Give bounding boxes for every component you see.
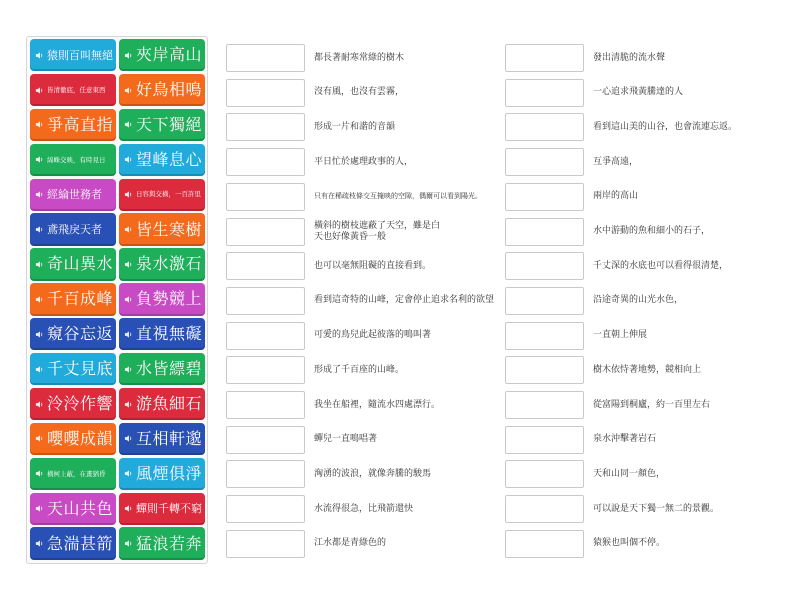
tile-label: 水皆縹碧 — [136, 359, 203, 379]
speaker-icon[interactable] — [123, 364, 134, 375]
tile-label: 猿則百叫無絕 — [47, 48, 113, 62]
answer-tile[interactable] — [30, 423, 116, 455]
answer-tile[interactable] — [119, 109, 205, 141]
clue-text: 江水都是青綠色的 — [314, 538, 387, 549]
answer-drop-slot[interactable] — [505, 495, 584, 523]
tile-label: 皆清徹底，任意東西 — [47, 85, 106, 94]
speaker-icon[interactable] — [34, 85, 45, 96]
tile-label: 游魚細石 — [136, 394, 203, 414]
answer-tile[interactable] — [119, 248, 205, 280]
answer-drop-slot[interactable] — [505, 287, 584, 315]
tile-label: 泠泠作響 — [47, 394, 114, 414]
tile-label: 皆生寒樹 — [136, 219, 203, 239]
answer-tile[interactable] — [119, 527, 205, 559]
answer-tile[interactable] — [30, 213, 116, 245]
answer-drop-slot[interactable] — [226, 426, 305, 454]
answer-tile[interactable] — [119, 493, 205, 525]
clue-text: 一直朝上伸展 — [593, 330, 648, 341]
clue-text: 蟬兒一直鳴唱著 — [314, 434, 378, 445]
answer-tile[interactable] — [119, 423, 205, 455]
answer-tile[interactable] — [30, 179, 116, 211]
speaker-icon[interactable] — [34, 468, 45, 479]
speaker-icon[interactable] — [123, 119, 134, 130]
tile-label: 風煙俱淨 — [136, 463, 203, 483]
answer-tile[interactable] — [30, 527, 116, 559]
answer-tile[interactable] — [119, 458, 205, 490]
tile-label: 千丈見底 — [47, 359, 114, 379]
speaker-icon[interactable] — [34, 364, 45, 375]
answer-drop-slot[interactable] — [505, 426, 584, 454]
clue-text: 從富陽到桐廬，約一百里左右 — [593, 399, 711, 410]
answer-drop-slot[interactable] — [226, 252, 305, 280]
answer-drop-slot[interactable] — [505, 252, 584, 280]
tile-label: 窺谷忘返 — [47, 324, 114, 344]
answer-tile[interactable] — [119, 318, 205, 350]
speaker-icon[interactable] — [123, 259, 134, 270]
speaker-icon[interactable] — [123, 538, 134, 549]
clue-text: 樹木依恃著地勢，競相向上 — [593, 364, 702, 375]
answer-tile[interactable] — [119, 144, 205, 176]
answer-drop-slot[interactable] — [226, 322, 305, 350]
speaker-icon[interactable] — [123, 189, 134, 200]
answer-tile[interactable] — [119, 179, 205, 211]
clue-text: 只有在稀疏枝條交互掩映的空隙，偶爾可以看到陽光。 — [314, 192, 482, 201]
answer-tile[interactable] — [30, 39, 116, 71]
answer-tile[interactable] — [30, 388, 116, 420]
answer-drop-slot[interactable] — [505, 79, 584, 107]
clue-text: 可以說是天下獨一無二的景觀。 — [593, 503, 720, 514]
tile-label: 經綸世務者 — [47, 188, 102, 202]
clue-text: 看到這山美的山谷，也會流連忘返。 — [593, 121, 738, 132]
clue-text: 兩岸的高山 — [593, 191, 639, 202]
speaker-icon[interactable] — [123, 294, 134, 305]
clue-text: 可愛的鳥兒此起彼落的鳴叫著 — [314, 330, 432, 341]
answer-tile[interactable] — [119, 39, 205, 71]
answer-drop-slot[interactable] — [505, 356, 584, 384]
speaker-icon[interactable] — [34, 259, 45, 270]
tile-label: 負勢競上 — [136, 289, 203, 309]
speaker-icon[interactable] — [34, 538, 45, 549]
answer-tile[interactable] — [30, 248, 116, 280]
speaker-icon[interactable] — [34, 189, 45, 200]
answer-drop-slot[interactable] — [505, 460, 584, 488]
answer-drop-slot[interactable] — [505, 183, 584, 211]
answer-tile[interactable] — [30, 109, 116, 141]
speaker-icon[interactable] — [34, 399, 45, 410]
answer-drop-slot[interactable] — [226, 79, 305, 107]
answer-drop-slot[interactable] — [226, 183, 305, 211]
clue-text: 水中游動的魚和細小的石子， — [593, 226, 711, 236]
clue-text: 沒有風，也沒有雲霧， — [314, 87, 405, 98]
answer-drop-slot[interactable] — [226, 495, 305, 523]
tile-label: 千百成峰 — [47, 289, 114, 309]
tile-label: 直視無礙 — [136, 324, 203, 344]
answer-drop-slot[interactable] — [226, 356, 305, 384]
tile-label: 好鳥相鳴 — [136, 80, 203, 100]
speaker-icon[interactable] — [123, 503, 134, 514]
clue-text: 發出清脆的流水聲 — [593, 52, 666, 63]
answer-drop-slot[interactable] — [226, 113, 305, 141]
answer-drop-slot[interactable] — [505, 218, 584, 246]
tile-label: 互相軒邈 — [136, 428, 203, 448]
speaker-icon[interactable] — [123, 85, 134, 96]
speaker-icon[interactable] — [34, 294, 45, 305]
clue-text: 一心追求飛黃騰達的人 — [593, 87, 684, 98]
tile-label: 猛浪若奔 — [136, 533, 203, 553]
answer-drop-slot[interactable] — [226, 287, 305, 315]
clue-text: 形成了千百座的山峰。 — [314, 364, 405, 375]
speaker-icon[interactable] — [123, 433, 134, 444]
clue-text: 我坐在船裡，隨流水四處漂行。 — [314, 399, 441, 410]
answer-tile[interactable] — [119, 74, 205, 106]
clue-text: 橫斜的樹枝遮蔽了天空，雖是白天也好像黃昏一般 — [314, 220, 441, 242]
answer-drop-slot[interactable] — [505, 322, 584, 350]
answer-tile[interactable] — [119, 388, 205, 420]
speaker-icon[interactable] — [34, 50, 45, 61]
clue-text: 洶湧的波浪，就像奔騰的駿馬 — [314, 468, 432, 479]
speaker-icon[interactable] — [34, 503, 45, 514]
clue-text: 泉水沖擊著岩石 — [593, 434, 657, 445]
answer-tile-bank — [26, 36, 208, 564]
tile-label: 橫柯上蔽，在畫猶昏 — [47, 469, 106, 478]
speaker-icon[interactable] — [34, 119, 45, 130]
answer-tile[interactable] — [119, 283, 205, 315]
tile-label: 泉水激石 — [136, 254, 203, 274]
tile-label: 爭高直指 — [47, 114, 114, 134]
answer-drop-slot[interactable] — [226, 218, 305, 246]
speaker-icon[interactable] — [123, 399, 134, 410]
clue-text: 形成一片和諧的音韻 — [314, 121, 396, 132]
tile-label: 天山共色 — [47, 498, 114, 518]
speaker-icon[interactable] — [34, 154, 45, 165]
speaker-icon[interactable] — [34, 329, 45, 340]
tile-label: 急湍甚箭 — [47, 533, 114, 553]
clue-text: 也可以毫無阻礙的直接看到。 — [314, 260, 432, 271]
speaker-icon[interactable] — [123, 50, 134, 61]
tile-label: 蟬則千轉不窮 — [136, 502, 202, 516]
answer-drop-slot[interactable] — [226, 44, 305, 72]
speaker-icon[interactable] — [123, 468, 134, 479]
answer-drop-slot[interactable] — [226, 530, 305, 558]
clue-text: 平日忙於處理政事的人， — [314, 156, 414, 167]
answer-drop-slot[interactable] — [226, 391, 305, 419]
tile-label: 日容與交橫，一百許里 — [136, 190, 201, 199]
clue-text: 沿途奇異的山光水色， — [593, 295, 684, 306]
clue-text: 都長著耐寒常綠的樹木 — [314, 52, 405, 63]
speaker-icon[interactable] — [34, 433, 45, 444]
answer-drop-slot[interactable] — [226, 460, 305, 488]
tile-label: 奇山異水 — [47, 254, 114, 274]
clue-text: 看到這奇特的山峰，定會停止追求名利的欲望 — [314, 295, 495, 306]
answer-drop-slot[interactable] — [505, 148, 584, 176]
answer-drop-slot[interactable] — [505, 113, 584, 141]
answer-drop-slot[interactable] — [226, 148, 305, 176]
tile-label: 望峰息心 — [136, 149, 203, 169]
tile-label: 綿蛛交映，有時見日 — [47, 155, 106, 164]
clue-text: 互爭高遠， — [593, 156, 639, 167]
answer-tile[interactable] — [30, 458, 116, 490]
tile-label: 嚶嚶成韻 — [47, 428, 114, 448]
tile-label: 天下獨絕 — [136, 114, 203, 134]
answer-tile[interactable] — [30, 353, 116, 385]
answer-drop-slot[interactable] — [505, 391, 584, 419]
speaker-icon[interactable] — [123, 329, 134, 340]
clue-text: 天和山同一顏色， — [593, 468, 666, 479]
answer-tile[interactable] — [30, 318, 116, 350]
answer-tile[interactable] — [30, 493, 116, 525]
answer-tile[interactable] — [119, 353, 205, 385]
answer-drop-slot[interactable] — [505, 530, 584, 558]
answer-drop-slot[interactable] — [505, 44, 584, 72]
answer-tile[interactable] — [119, 213, 205, 245]
answer-tile[interactable] — [30, 74, 116, 106]
clue-text: 千丈深的水底也可以看得很清楚， — [593, 260, 729, 271]
tile-label: 夾岸高山 — [136, 45, 203, 65]
speaker-icon[interactable] — [123, 154, 134, 165]
answer-tile[interactable] — [30, 144, 116, 176]
speaker-icon[interactable] — [34, 224, 45, 235]
speaker-icon[interactable] — [123, 224, 134, 235]
tile-label: 鳶飛戾天者 — [47, 223, 102, 237]
answer-tile[interactable] — [30, 283, 116, 315]
clue-text: 猿猴也叫個不停。 — [593, 538, 666, 549]
clue-text: 水流得很急，比飛箭還快 — [314, 503, 414, 514]
